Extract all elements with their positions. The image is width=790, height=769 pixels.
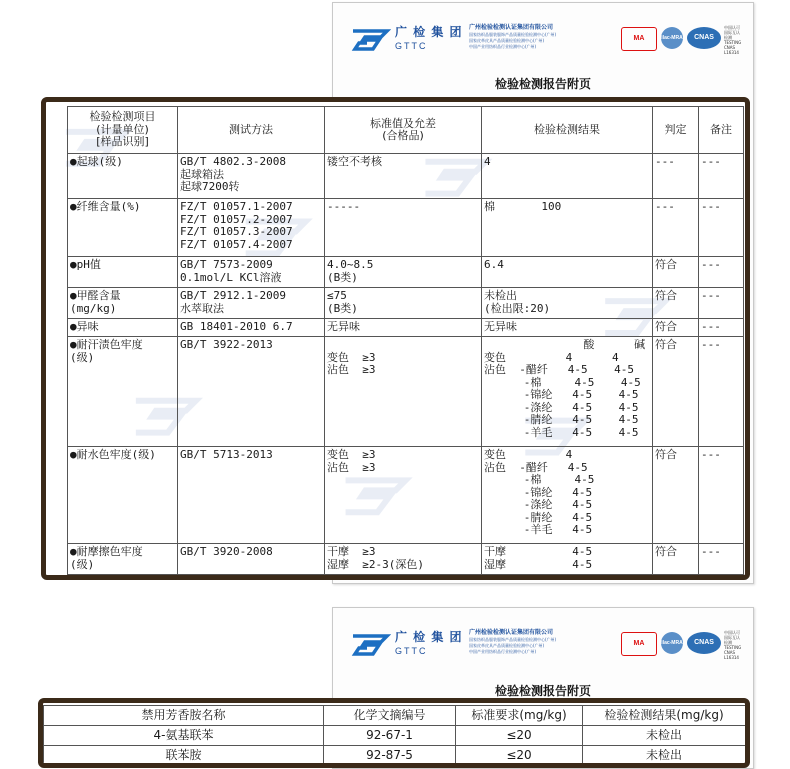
brand-name: 广 检 集 团 xyxy=(395,25,463,39)
results-table xyxy=(67,106,744,575)
gttc-logo-icon xyxy=(351,632,391,658)
cell-verdict: 符合 xyxy=(653,319,699,337)
cell-cas: 92-87-5 xyxy=(324,746,456,766)
org-line: 国家纺织品服装服饰产品质量检验检测中心(广州) xyxy=(469,637,557,642)
cell-result: 未检出 (检出限:20) xyxy=(482,288,653,319)
col-header-remark: 备注 xyxy=(699,107,744,154)
col-header-verdict: 判定 xyxy=(653,107,699,154)
cell-verdict: 符合 xyxy=(653,257,699,288)
table-row xyxy=(68,337,744,447)
org-line: 中国产业用纺织品行业检测中心(广州) xyxy=(469,649,537,654)
col-header-item: 检验检测项目 (计量单位) [样品识别] xyxy=(68,107,178,154)
cell-result: 未检出 xyxy=(583,746,746,766)
cell-remark: --- xyxy=(699,257,744,288)
page-title: 检验检测报告附页 xyxy=(494,77,591,91)
page-title: 检验检测报告附页 xyxy=(494,684,591,698)
cell-verdict: 符合 xyxy=(653,544,699,575)
cell-item: ●耐水色牢度(级) xyxy=(68,447,178,544)
org-line: 国家纺织品服装服饰产品质量检验检测中心(广州) xyxy=(469,32,557,37)
cma-cert-icon: MA xyxy=(621,27,657,51)
cell-item: ●耐摩擦色牢度 (级) xyxy=(68,544,178,575)
amine-table xyxy=(43,705,746,766)
cell-method: GB/T 3920-2008 xyxy=(178,544,325,575)
cell-standard: 无异味 xyxy=(325,319,482,337)
brand-name: 广 检 集 团 xyxy=(395,630,463,644)
table-row xyxy=(68,199,744,257)
report-header xyxy=(351,17,743,65)
cell-result: 未检出 xyxy=(583,726,746,746)
cell-method: GB/T 5713-2013 xyxy=(178,447,325,544)
cell-item: ●异味 xyxy=(68,319,178,337)
org-name: 广州检验检测认证集团有限公司 xyxy=(469,629,554,636)
table-row xyxy=(68,447,744,544)
cell-standard: 4.0~8.5 (B类) xyxy=(325,257,482,288)
cell-remark: --- xyxy=(699,199,744,257)
cell-cas: 92-67-1 xyxy=(324,726,456,746)
cell-verdict: 符合 xyxy=(653,337,699,447)
cnas-cert-icon: CNAS xyxy=(687,632,721,654)
table-row xyxy=(68,319,744,337)
ilac-cert-icon: ilac-MRA xyxy=(661,632,683,654)
cell-item: ●起球(级) xyxy=(68,154,178,199)
cert-caption: 中国认可 国际互认 检测 TESTING CNAS L16314 xyxy=(724,630,742,660)
cell-verdict: 符合 xyxy=(653,288,699,319)
table-row xyxy=(68,257,744,288)
col-header-requirement: 标准要求(mg/kg) xyxy=(456,706,583,726)
table-row xyxy=(44,746,746,766)
cell-remark: --- xyxy=(699,544,744,575)
cell-method: GB/T 4802.3-2008 起球箱法 起球7200转 xyxy=(178,154,325,199)
cell-result: 6.4 xyxy=(482,257,653,288)
cell-amine: 联苯胺 xyxy=(44,746,324,766)
table-header-row xyxy=(44,706,746,726)
cell-remark: --- xyxy=(699,319,744,337)
gttc-logo-icon xyxy=(351,27,391,53)
results-table-frame xyxy=(41,97,750,580)
org-line: 国家皮革皮具产品质量检验检测中心(广州) xyxy=(469,643,545,648)
cell-remark: --- xyxy=(699,288,744,319)
cell-method: GB/T 3922-2013 xyxy=(178,337,325,447)
brand-sub: GTTC xyxy=(395,646,428,656)
cell-item: ●纤维含量(%) xyxy=(68,199,178,257)
brand-sub: GTTC xyxy=(395,41,428,51)
amine-table-frame xyxy=(38,698,750,768)
cell-amine: 4-氨基联苯 xyxy=(44,726,324,746)
col-header-result: 检验检测结果 xyxy=(482,107,653,154)
col-header-cas: 化学文摘编号 xyxy=(324,706,456,726)
cell-requirement: ≤20 xyxy=(456,726,583,746)
cell-result: 干摩 4-5 湿摩 4-5 xyxy=(482,544,653,575)
table-row xyxy=(68,154,744,199)
cell-verdict: 符合 xyxy=(653,447,699,544)
cell-remark: --- xyxy=(699,154,744,199)
cell-remark: --- xyxy=(699,447,744,544)
cell-standard: 变色 ≥3 沾色 ≥3 xyxy=(325,337,482,447)
cell-standard: 镂空不考核 xyxy=(325,154,482,199)
cell-item: ●甲醛含量 (mg/kg) xyxy=(68,288,178,319)
cell-method: GB 18401-2010 6.7 xyxy=(178,319,325,337)
cell-verdict: --- xyxy=(653,154,699,199)
cell-requirement: ≤20 xyxy=(456,746,583,766)
table-header-row xyxy=(68,107,744,154)
report-header xyxy=(351,622,743,670)
cell-item: ●pH值 xyxy=(68,257,178,288)
table-row xyxy=(68,544,744,575)
cell-standard: 干摩 ≥3 湿摩 ≥2-3(深色) xyxy=(325,544,482,575)
cell-standard: ----- xyxy=(325,199,482,257)
cell-standard: ≤75 (B类) xyxy=(325,288,482,319)
cell-result: 酸 碱 变色 4 4 沾色 -醋纤 4-5 4-5 -棉 4-5 4-5 -锦纶 4-5 4-5 -涤纶 4-5 4-5 -腈纶 4-5 4-5 -羊毛 4-5 4-5 xyxy=(482,337,653,447)
col-header-standard: 标准值及允差 (合格品) xyxy=(325,107,482,154)
cell-result: 无异味 xyxy=(482,319,653,337)
cell-standard: 变色 ≥3 沾色 ≥3 xyxy=(325,447,482,544)
cell-method: FZ/T 01057.1-2007 FZ/T 01057.2-2007 FZ/T 01057.3-2007 FZ/T 01057.4-2007 xyxy=(178,199,325,257)
cell-result: 4 xyxy=(482,154,653,199)
table-row xyxy=(44,726,746,746)
col-header-amine: 禁用芳香胺名称 xyxy=(44,706,324,726)
cell-verdict: --- xyxy=(653,199,699,257)
cell-method: GB/T 7573-2009 0.1mol/L KCl溶液 xyxy=(178,257,325,288)
col-header-result: 检验检测结果(mg/kg) xyxy=(583,706,746,726)
org-name: 广州检验检测认证集团有限公司 xyxy=(469,24,554,31)
cell-method: GB/T 2912.1-2009 水萃取法 xyxy=(178,288,325,319)
cell-result: 棉 100 xyxy=(482,199,653,257)
col-header-method: 测试方法 xyxy=(178,107,325,154)
cma-cert-icon: MA xyxy=(621,632,657,656)
cell-result: 变色 4 沾色 -醋纤 4-5 -棉 4-5 -锦纶 4-5 -涤纶 4-5 -腈纶 4-5 -羊毛 4-5 xyxy=(482,447,653,544)
ilac-cert-icon: ilac-MRA xyxy=(661,27,683,49)
cert-caption: 中国认可 国际互认 检测 TESTING CNAS L16314 xyxy=(724,25,742,55)
cell-remark: --- xyxy=(699,337,744,447)
org-line: 中国产业用纺织品行业检测中心(广州) xyxy=(469,44,537,49)
table-row xyxy=(68,288,744,319)
org-line: 国家皮革皮具产品质量检验检测中心(广州) xyxy=(469,38,545,43)
cell-item: ●耐汗渍色牢度 (级) xyxy=(68,337,178,447)
cnas-cert-icon: CNAS xyxy=(687,27,721,49)
